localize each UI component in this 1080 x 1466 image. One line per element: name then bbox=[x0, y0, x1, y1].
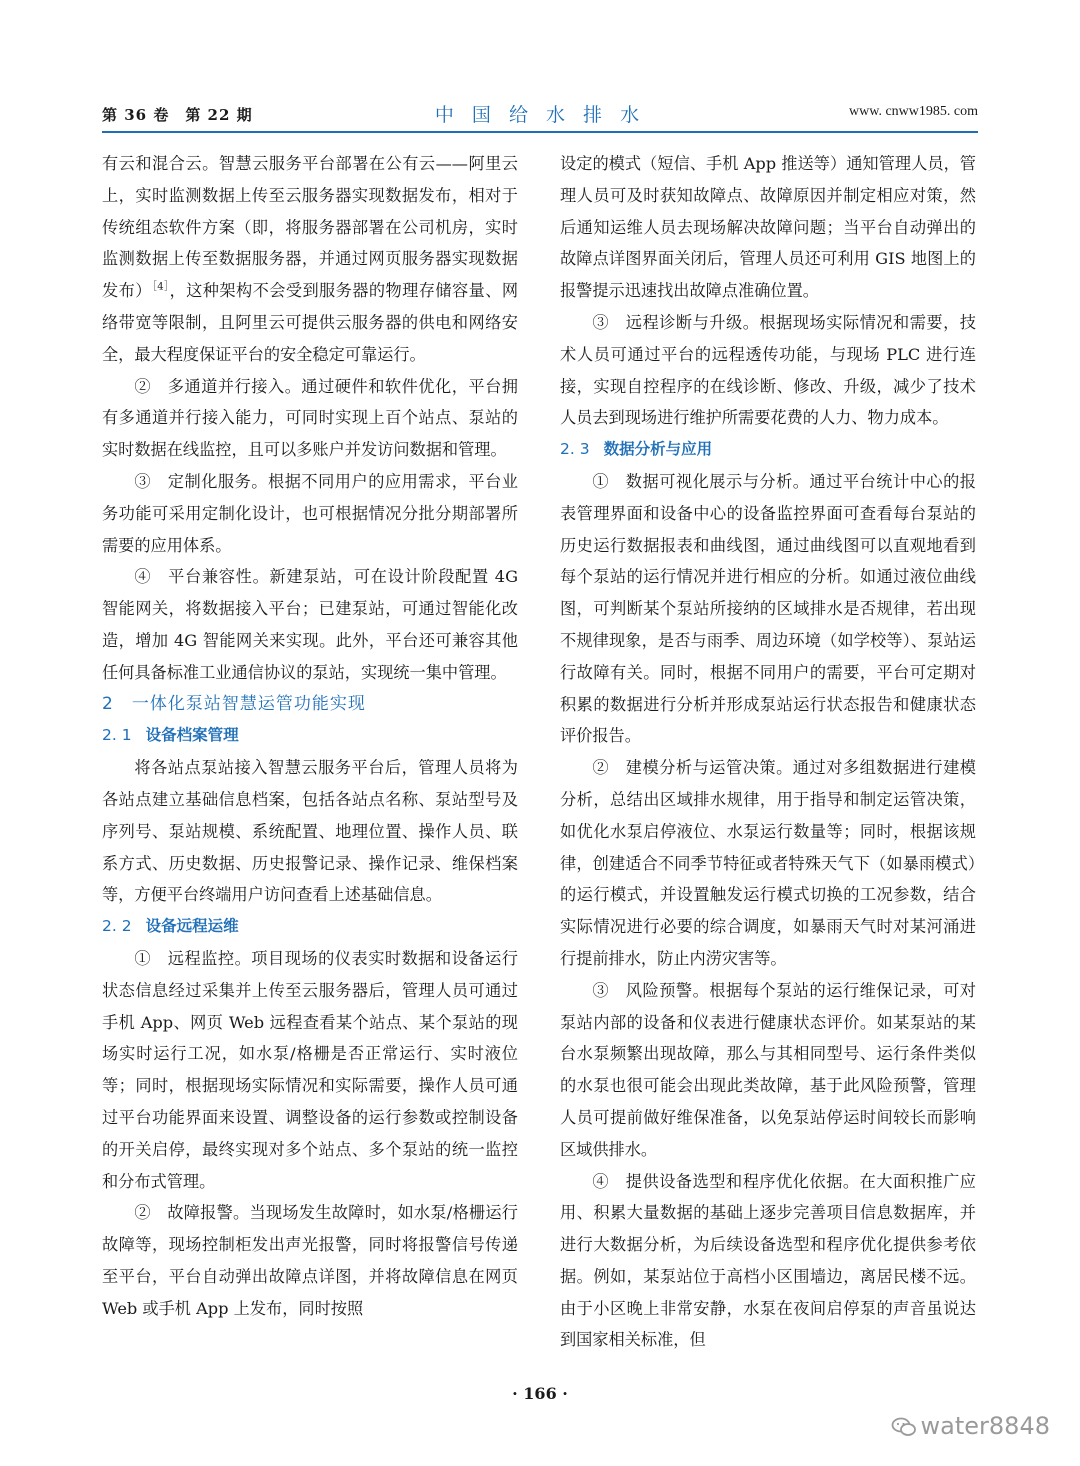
subsection-title: 设备远程运维 bbox=[145, 917, 239, 936]
paragraph: ② 故障报警。当现场发生故障时，如水泵/格栅运行故障等，现场控制柜发出声光报警，同时将报警信号传递至平台，平台自动弹出故障点详图，并将故障信息在网页 Web 或手机 App 上发布，同时按照 bbox=[102, 1203, 518, 1318]
watermark bbox=[891, 1412, 1050, 1440]
header-rule bbox=[102, 131, 978, 133]
right-column bbox=[560, 148, 976, 1356]
paragraph: ③ 远程诊断与升级。根据现场实际情况和需要，技术人员可通过平台的远程透传功能，与现场 PLC 进行连接，实现自控程序的在线诊断、修改、升级，减少了技术人员去到现场进行维护所需要花费的人力、物力成本。 bbox=[560, 312, 976, 428]
left-column bbox=[102, 148, 518, 1324]
paragraph: 设定的模式（短信、手机 App 推送等）通知管理人员，管理人员可及时获知故障点、故障原因并制定相应对策，然后通知运维人员去现场解决故障问题；当平台自动弹出的故障点详图界面关闭后，管理人员还可利用 GIS 地图上的报警提示迅速找出故障点准确位置。 bbox=[560, 154, 976, 301]
volume-issue: 第 36 卷 第 22 期 bbox=[102, 106, 253, 124]
paragraph: ④ 提供设备选型和程序优化依据。在大面积推广应用、积累大量数据的基础上逐步完善项目信息数据库，并进行大数据分析，为后续设备选型和程序优化提供参考依据。例如，某泵站位于高档小区围墙边，离居民楼不远。由于小区晚上非常安静，水泵在夜间启停泵的声音虽说达到国家相关标准，但 bbox=[560, 1171, 976, 1350]
paragraph: ② 多通道并行接入。通过硬件和软件优化，平台拥有多通道并行接入能力，可同时实现上百个站点、泵站的实时数据在线监控，且可以多账户并发访问数据和管理。 bbox=[102, 376, 518, 460]
paragraph: ① 数据可视化展示与分析。通过平台统计中心的报表管理界面和设备中心的设备监控界面可查看每台泵站的历史运行数据报表和曲线图，通过曲线图可以直观地看到每个泵站的运行情况并进行相应的分析。如通过液位曲线图，可判断某个泵站所接纳的区域排水是否规律，若出现不规律现象，是否与雨季、周边环境（如学校等）、泵站运行故障有关。同时，根据不同用户的需要，平台可定期对积累的数据进行分析并形成泵站运行状态报告和健康状态评价报告。 bbox=[560, 471, 976, 746]
journal-website: www. cnww1985. com bbox=[849, 104, 978, 119]
paragraph: 将各站点泵站接入智慧云服务平台后，管理人员将为各站点建立基础信息档案，包括各站点名称、泵站型号及序列号、泵站规模、系统配置、地理位置、操作人员、联系方式、历史数据、历史报警记录、操作记录、维保档案等，方便平台终端用户访问查看上述基础信息。 bbox=[102, 758, 518, 905]
running-header bbox=[102, 104, 978, 130]
watermark-text: water8848 bbox=[920, 1412, 1050, 1440]
subsection-number: 2. 2 bbox=[102, 917, 132, 936]
paragraph: ④ 平台兼容性。新建泵站，可在设计阶段配置 4G 智能网关，将数据接入平台；已建泵站，可通过智能化改造，增加 4G 智能网关来实现。此外，平台还可兼容其他任何具备标准工业通信协议的泵站，实现统一集中管理。 bbox=[102, 567, 518, 682]
paragraph: ③ 定制化服务。根据不同用户的应用需求，平台业务功能可采用定制化设计，也可根据情况分批分期部署所需要的应用体系。 bbox=[102, 471, 518, 555]
subsection-heading bbox=[102, 911, 518, 943]
paragraph: ② 建模分析与运管决策。通过对多组数据进行建模分析，总结出区域排水规律，用于指导和制定运管决策，如优化水泵启停液位、水泵运行数量等；同时，根据该规律，创建适合不同季节特征或者特殊天气下（如暴雨模式）的运行模式，并设置触发运行模式切换的工况参数，结合实际情况进行必要的综合调度，如暴雨天气时对某河涌进行提前排水，防止内涝灾害等。 bbox=[560, 758, 976, 968]
paragraph: ① 远程监控。项目现场的仪表实时数据和设备运行状态信息经过采集并上传至云服务器后，管理人员可通过手机 App、网页 Web 远程查看某个站点、某个泵站的现场实时运行工况，如水泵/格栅是否正常运行、实时液位等；同时，根据现场实际情况和实际需要，操作人员可通过平台功能界面来设置、调整设备的运行参数或控制设备的开关启停，最终实现对多个站点、多个泵站的统一监控和分布式管理。 bbox=[102, 948, 518, 1191]
subsection-title: 设备档案管理 bbox=[145, 726, 239, 745]
paragraph: 有云和混合云。智慧云服务平台部署在公有云——阿里云上，实时监测数据上传至云服务器实现数据发布，相对于传统组态软件方案（即，将服务器部署在公司机房，实时监测数据上传至数据服务器，并通过网页服务器实现数据发布）$^{[4]}$，这种架构不会受到服务器的物理存储容量、网络带宽等限制，且阿里云可提供云服务器的供电和网络安全，最大程度保证平台的安全稳定可靠运行。 bbox=[102, 154, 519, 364]
subsection-number: 2. 3 bbox=[560, 440, 590, 459]
section-heading: 2 一体化泵站智慧运管功能实现 bbox=[102, 693, 366, 714]
citation: ［4］ bbox=[151, 281, 170, 293]
paragraph: ③ 风险预警。根据每个泵站的运行维保记录，可对泵站内部的设备和仪表进行健康状态评价。如某泵站的某台水泵频繁出现故障，那么与其相同型号、运行条件类似的水泵也很可能会出现此类故障，基于此风险预警，管理人员可提前做好维保准备，以免泵站停运时间较长而影响区域供排水。 bbox=[560, 980, 976, 1159]
journal-title: 中 国 给 水 排 水 bbox=[434, 104, 646, 126]
subsection-heading bbox=[102, 720, 518, 752]
subsection-heading bbox=[560, 434, 976, 466]
page-number: · 166 · bbox=[512, 1384, 568, 1403]
subsection-title: 数据分析与应用 bbox=[603, 440, 713, 459]
subsection-number: 2. 1 bbox=[102, 726, 132, 745]
wechat-icon bbox=[891, 1417, 917, 1437]
